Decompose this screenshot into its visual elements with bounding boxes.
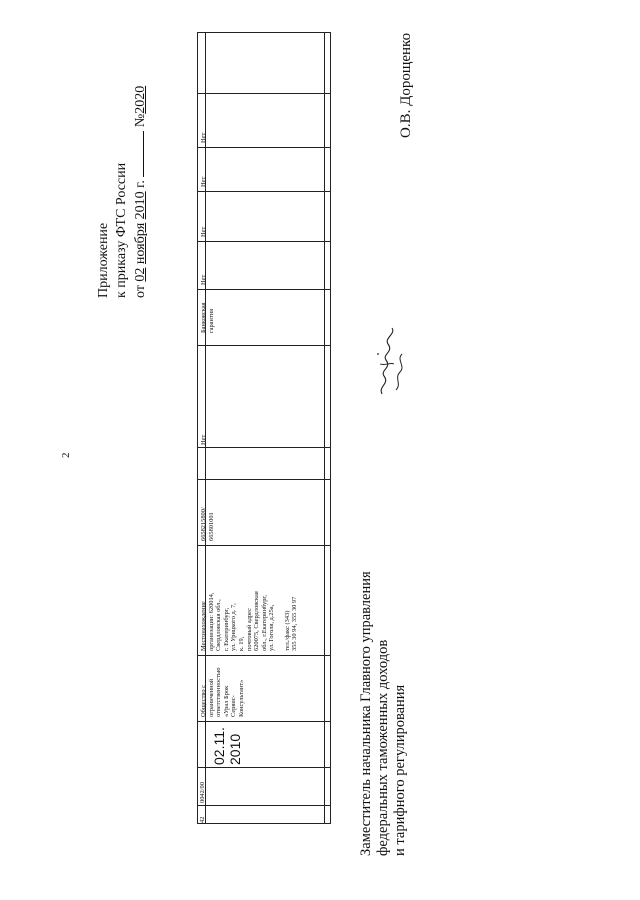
column-border (198, 93, 330, 94)
row-divider (324, 33, 325, 823)
signer-block (358, 571, 409, 856)
column-border (198, 241, 330, 242)
cell-col13: Нет (200, 132, 207, 143)
column-border (198, 191, 330, 192)
signature-icon (376, 324, 410, 400)
underline-blank (131, 131, 144, 177)
appendix-order-ref: к приказу ФТС России (114, 162, 129, 298)
signer-name: О.В. Дорощенко (398, 32, 414, 138)
appendix-order-date: от 02 ноября 2010 г. №2020 (133, 85, 148, 298)
column-border (198, 289, 330, 290)
appendix-header (95, 86, 150, 298)
column-border (198, 447, 330, 448)
appendix-title: Приложение (96, 222, 111, 298)
cell-col12: Нет (200, 176, 207, 187)
cell-index: 42 (199, 816, 206, 823)
column-border (198, 479, 330, 480)
cell-col11: Нет (200, 226, 207, 237)
column-border (198, 655, 330, 656)
cell-col7: Нет (200, 434, 207, 445)
column-border (198, 147, 330, 148)
cell-date: 02.11. 2010 (211, 727, 243, 765)
column-border (198, 545, 330, 546)
order-number: 2020 (133, 85, 148, 114)
signer-title-line1: Заместитель начальника Главного управления (358, 571, 374, 856)
cell-address: Местонахождение организации: 620014, Свердловская обл., г. Екатеринбург, ул. Урицкого д. 7, к. 19, почтовый адрес 620075, Свердловская обл., г.Екатеринбург, ул. Гоголя, д.25а, тел./факс (343) 355 30 94, 355 30 97 (200, 591, 299, 651)
column-border (198, 767, 330, 768)
signer-title-line3: и тарифного регулирования (392, 684, 408, 856)
column-border (198, 805, 330, 806)
cell-col10: Нет (200, 274, 207, 285)
cell-guarantee: Банковская гарантия (200, 302, 215, 333)
cell-organization: Общество с ограниченной ответственностью «Урал Брок Сервис- Консультант» (200, 667, 245, 717)
column-border (198, 721, 330, 722)
order-day: 02 (133, 267, 148, 282)
page-number: 2 (60, 452, 72, 458)
handwritten-signature (376, 324, 410, 400)
column-border (198, 345, 330, 346)
signer-title-line2: федеральных таможенных доходов (375, 639, 391, 856)
cell-inn-kpp: 6658215800/ 665801001 (200, 507, 215, 541)
order-year: 2010 (133, 191, 148, 220)
registry-table (197, 32, 331, 824)
cell-reg-number: 0042/00 (199, 782, 206, 803)
order-month: ноября (133, 222, 148, 265)
